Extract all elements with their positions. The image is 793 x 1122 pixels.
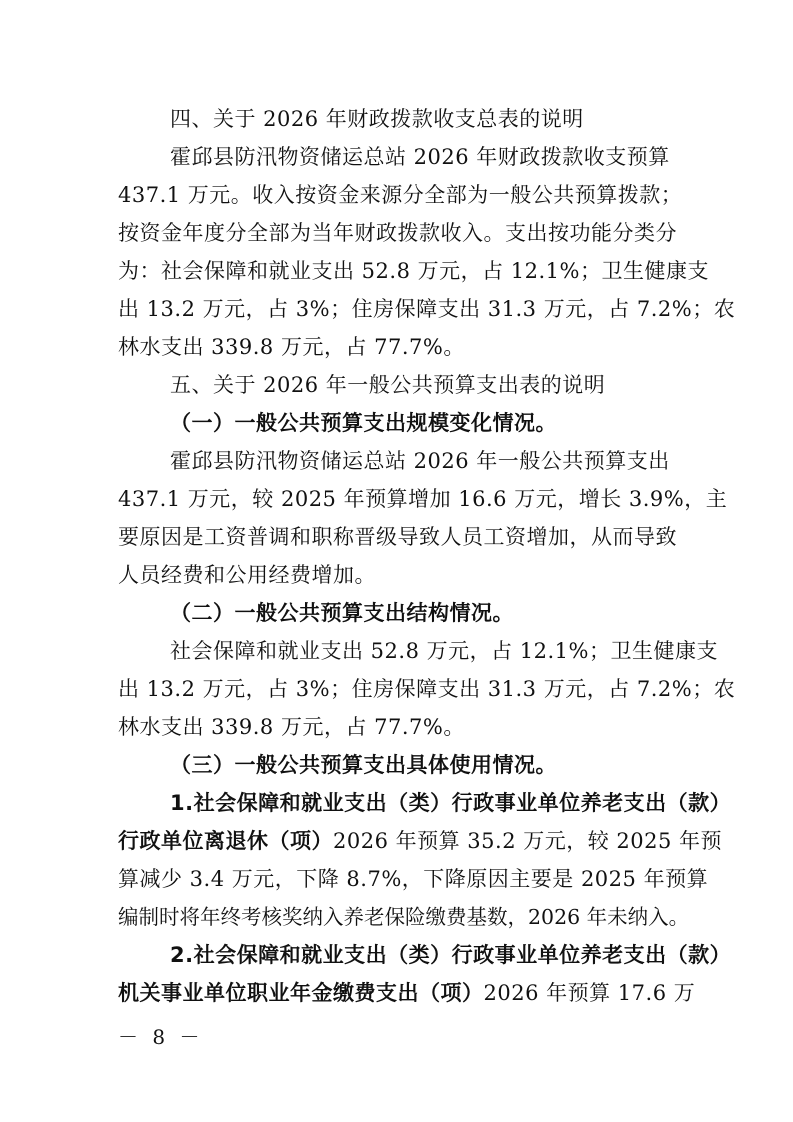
page-number: － 8 － bbox=[118, 1025, 204, 1049]
subsection-title-3: （三）一般公共预算支出具体使用情况。 bbox=[170, 753, 557, 777]
paragraph-line: 437.1 万元。收入按资金来源分全部为一般公共预算拨款； bbox=[118, 183, 683, 207]
paragraph-line: 霍邱县防汛物资储运总站 2026 年财政拨款收支预算 bbox=[170, 145, 670, 169]
paragraph-line: 要原因是工资普调和职称晋级导致人员工资增加，从而导致 bbox=[118, 525, 677, 549]
paragraph-line: 编制时将年终考核奖纳入养老保险缴费基数，2026 年未纳入。 bbox=[118, 905, 690, 929]
paragraph-line: 为：社会保障和就业支出 52.8 万元，占 12.1%；卫生健康支 bbox=[118, 259, 709, 283]
item-title-1-cont: 行政单位离退休（项） bbox=[118, 829, 333, 853]
paragraph-line: 社会保障和就业支出 52.8 万元，占 12.1%；卫生健康支 bbox=[170, 639, 718, 663]
item-title-2-cont: 机关事业单位职业年金缴费支出（项） bbox=[118, 981, 484, 1005]
section-heading-5: 五、关于 2026 年一般公共预算支出表的说明 bbox=[170, 373, 606, 397]
subsection-title-2: （二）一般公共预算支出结构情况。 bbox=[170, 601, 514, 625]
item-line-mixed bbox=[118, 978, 695, 1008]
paragraph-line: 霍邱县防汛物资储运总站 2026 年一般公共预算支出 bbox=[170, 449, 670, 473]
subsection-title-1: （一）一般公共预算支出规模变化情况。 bbox=[170, 411, 557, 435]
section-heading-4: 四、关于 2026 年财政拨款收支总表的说明 bbox=[170, 107, 584, 131]
paragraph-line: 算减少 3.4 万元，下降 8.7%，下降原因主要是 2025 年预算 bbox=[118, 867, 709, 891]
item-line-mixed bbox=[118, 826, 722, 856]
item-title-1: 1.社会保障和就业支出（类）行政事业单位养老支出（款） bbox=[170, 791, 732, 815]
paragraph-line: 按资金年度分全部为当年财政拨款收入。支出按功能分类分 bbox=[118, 221, 677, 245]
paragraph-line: 林水支出 339.8 万元，占 77.7%。 bbox=[118, 715, 465, 739]
item-text: 2026 年预算 17.6 万 bbox=[483, 981, 696, 1005]
paragraph-line: 人员经费和公用经费增加。 bbox=[118, 563, 376, 587]
paragraph-line: 林水支出 339.8 万元，占 77.7%。 bbox=[118, 335, 465, 359]
paragraph-line: 出 13.2 万元，占 3%；住房保障支出 31.3 万元，占 7.2%；农 bbox=[118, 297, 736, 321]
item-text: 2026 年预算 35.2 万元，较 2025 年预 bbox=[333, 829, 723, 853]
item-title-2: 2.社会保障和就业支出（类）行政事业单位养老支出（款） bbox=[170, 943, 732, 967]
paragraph-line: 437.1 万元，较 2025 年预算增加 16.6 万元，增长 3.9%，主 bbox=[118, 487, 728, 511]
paragraph-line: 出 13.2 万元，占 3%；住房保障支出 31.3 万元，占 7.2%；农 bbox=[118, 677, 736, 701]
